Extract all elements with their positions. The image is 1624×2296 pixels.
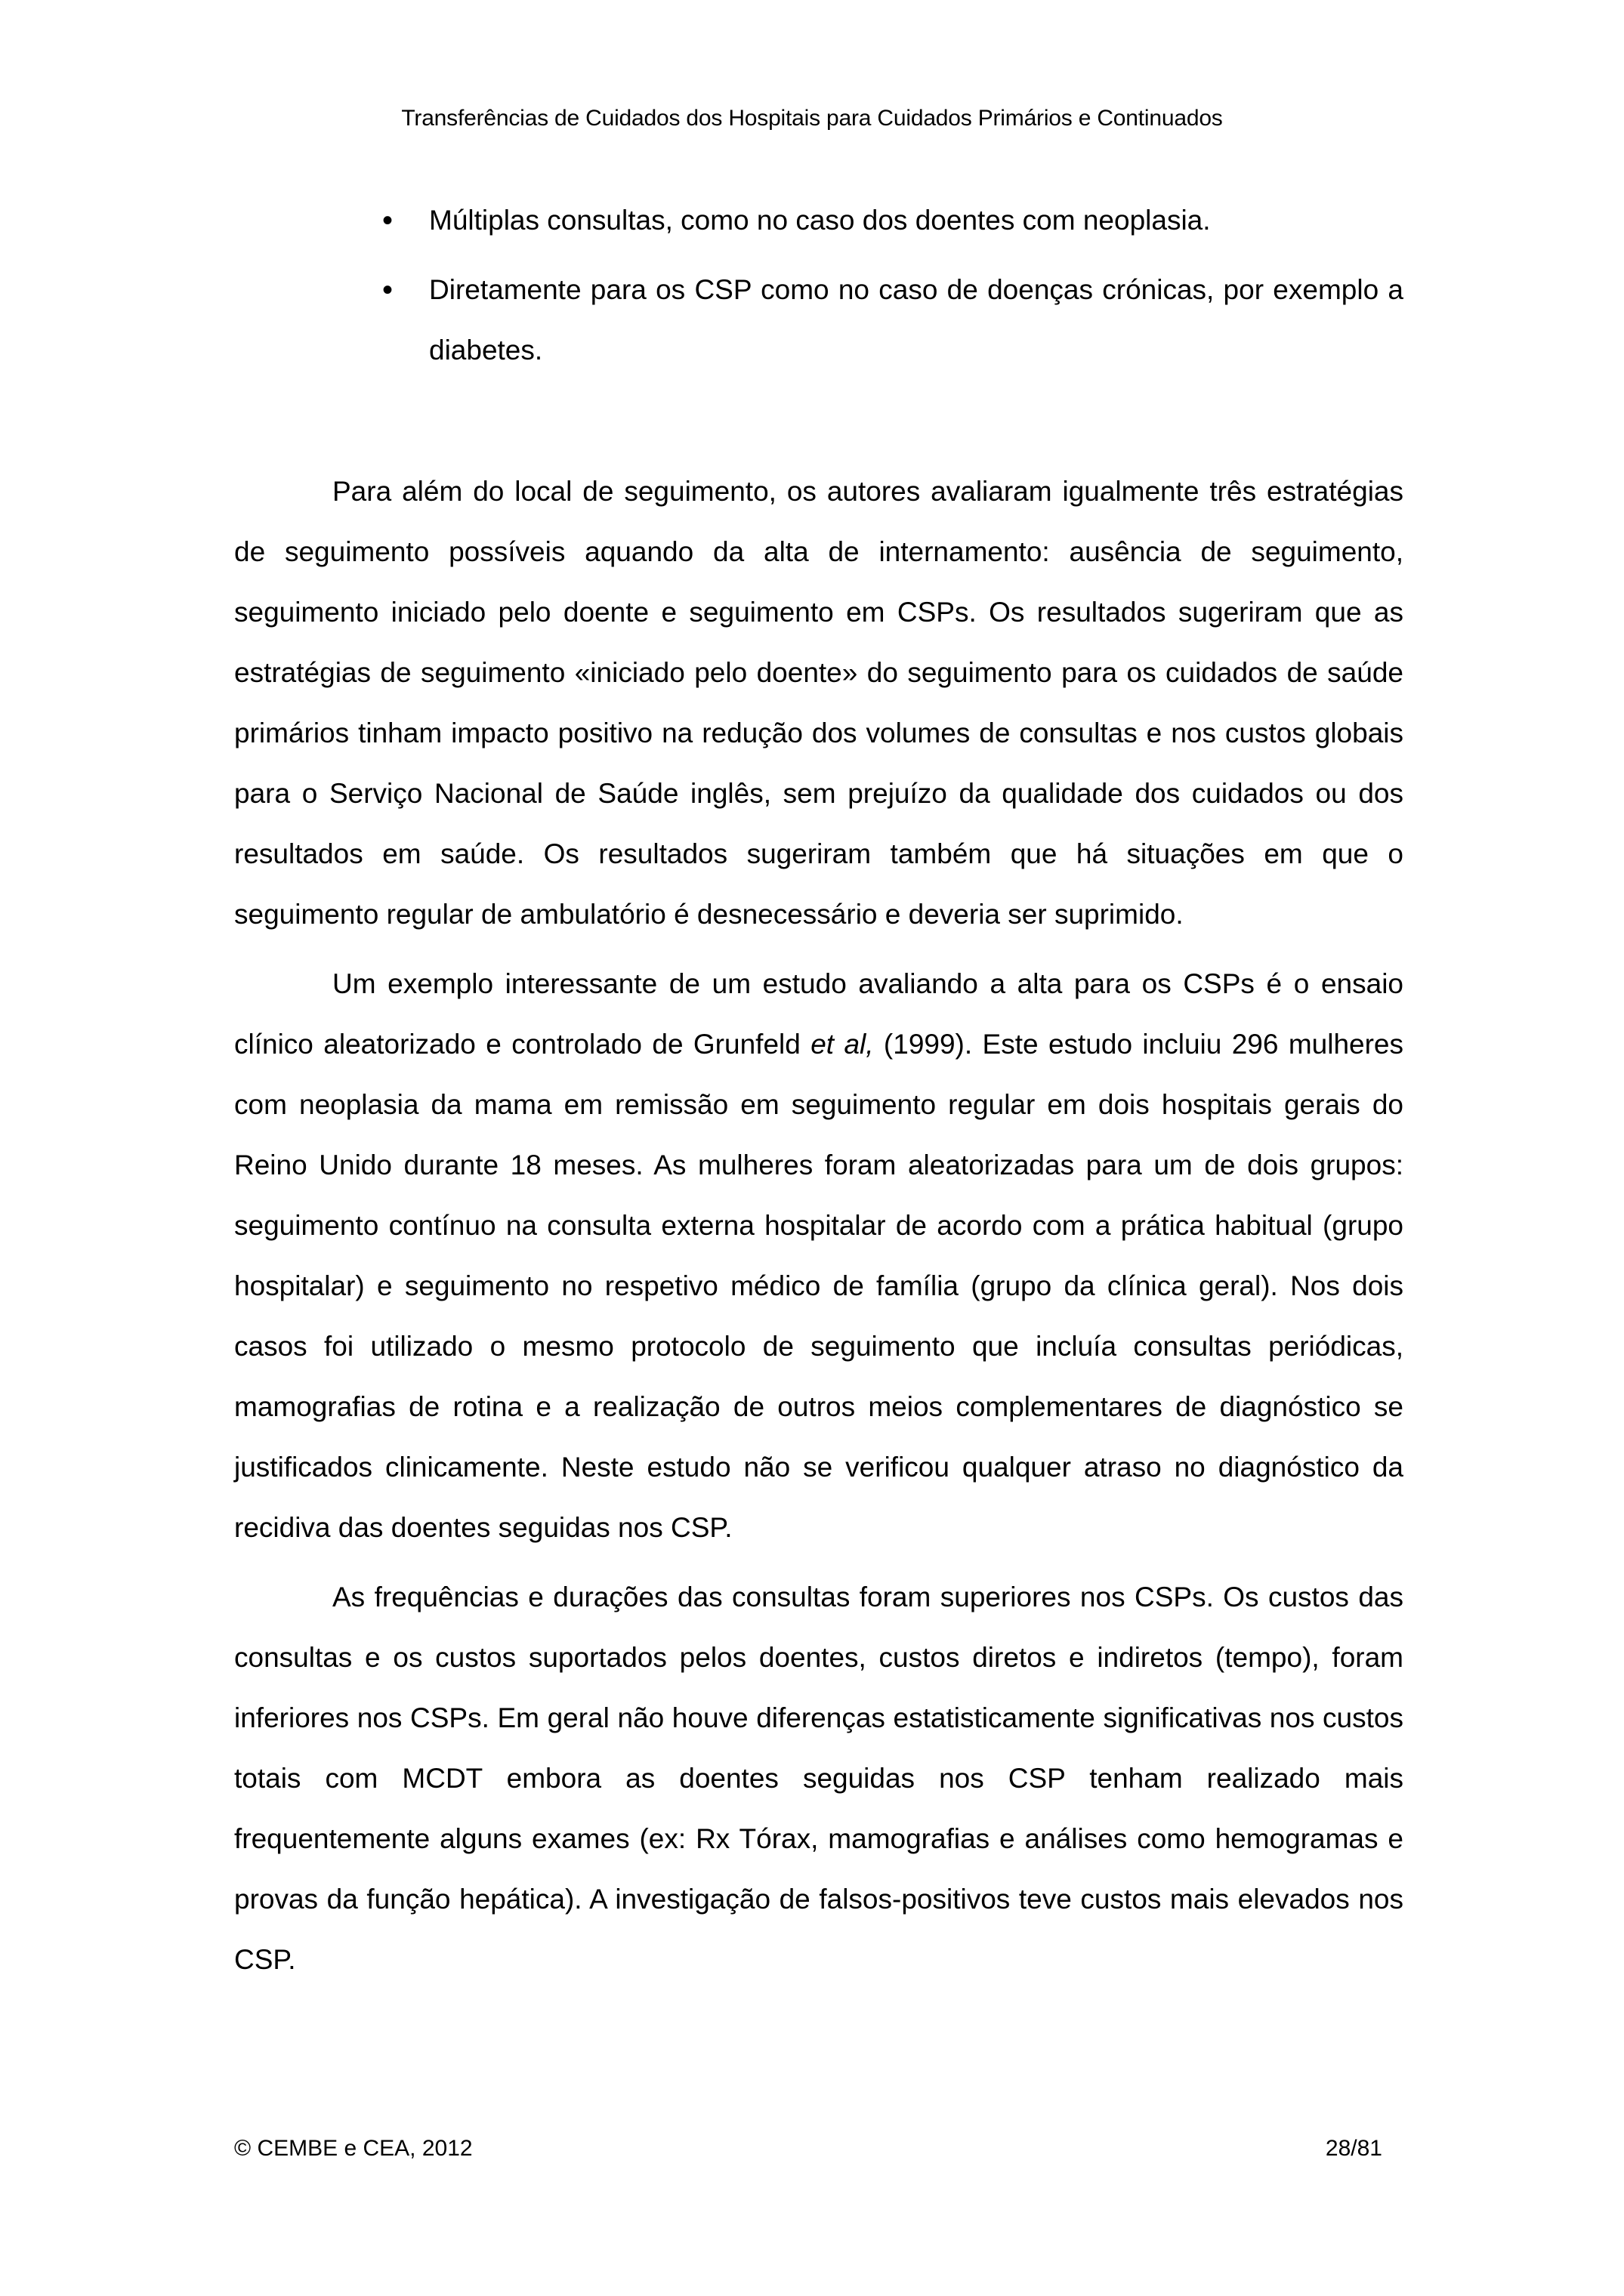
- bullet-text: Múltiplas consultas, como no caso dos doentes com neoplasia.: [429, 205, 1211, 236]
- page-footer: [234, 2136, 1382, 2162]
- page-content: [234, 190, 1403, 1999]
- bullet-list: [234, 190, 1403, 381]
- page-number: 28/81: [1325, 2136, 1382, 2161]
- bullet-item: [234, 190, 1403, 251]
- paragraph-text: As frequências e durações das consultas foram superiores nos CSPs. Os custos das consultas e os custos suportados pelos doentes, custos diretos e indiretos (tempo), foram inferiores nos CSPs. Em geral não houve diferenças estatisticamente significativas nos custos totais com MCDT embora as doentes seguidas nos CSP tenham realizado mais frequentemente alguns exames (ex: Rx Tórax, mamografias e análises como hemogramas e provas da função hepática). A investigação de falsos-positivos teve custos mais elevados nos CSP.: [234, 1582, 1403, 1975]
- bullet-item: [234, 260, 1403, 381]
- page-header: [0, 106, 1624, 131]
- bullet-text: Diretamente para os CSP como no caso de doenças crónicas, por exemplo a diabetes.: [429, 274, 1403, 366]
- paragraph-text: (1999). Este estudo incluiu 296 mulheres com neoplasia da mama em remissão em seguimento regular em dois hospitais gerais do Reino Unido durante 18 meses. As mulheres foram aleatorizadas para um de dois grupos: seguimento contínuo na consulta externa hospitalar de acordo com a prática habitual (grupo hospitalar) e seguimento no respetivo médico de família (grupo da clínica geral). Nos dois casos foi utilizado o mesmo protocolo de seguimento que incluía consultas periódicas, mamografias de rotina e a realização de outros meios complementares de diagnóstico se justificados clinicamente. Neste estudo não se verificou qualquer atraso no diagnóstico da recidiva das doentes seguidas nos CSP.: [234, 1029, 1403, 1543]
- section-spacer: [234, 390, 1403, 461]
- paragraph-text: Um exemplo interessante de um estudo avaliando a alta para os CSPs é o ensaio clínico aleatorizado e controlado de Grunfeld: [234, 968, 1403, 1060]
- paragraph-follow-up-strategies: [234, 461, 1403, 945]
- copyright-notice: © CEMBE e CEA, 2012: [234, 2136, 473, 2161]
- paragraph-grunfeld-study: [234, 954, 1403, 1558]
- bullet-dot-icon: •: [382, 273, 394, 307]
- paragraph-text: Para além do local de seguimento, os autores avaliaram igualmente três estratégias de seguimento possíveis aquando da alta de internamento: ausência de seguimento, seguimento iniciado pelo doente e seguimento em CSPs. Os resultados sugeriram que as estratégias de seguimento «iniciado pelo doente» do seguimento para os cuidados de saúde primários tinham impacto positivo na redução dos volumes de consultas e nos custos globais para o Serviço Nacional de Saúde inglês, sem prejuízo da qualidade dos cuidados ou dos resultados em saúde. Os resultados sugeriram também que há situações em que o seguimento regular de ambulatório é desnecessário e deveria ser suprimido.: [234, 476, 1403, 930]
- citation-et-al: et al,: [810, 1029, 874, 1060]
- bullet-dot-icon: •: [382, 204, 394, 237]
- paragraph-costs: [234, 1567, 1403, 1990]
- running-title: Transferências de Cuidados dos Hospitais para Cuidados Primários e Continuados: [401, 106, 1223, 131]
